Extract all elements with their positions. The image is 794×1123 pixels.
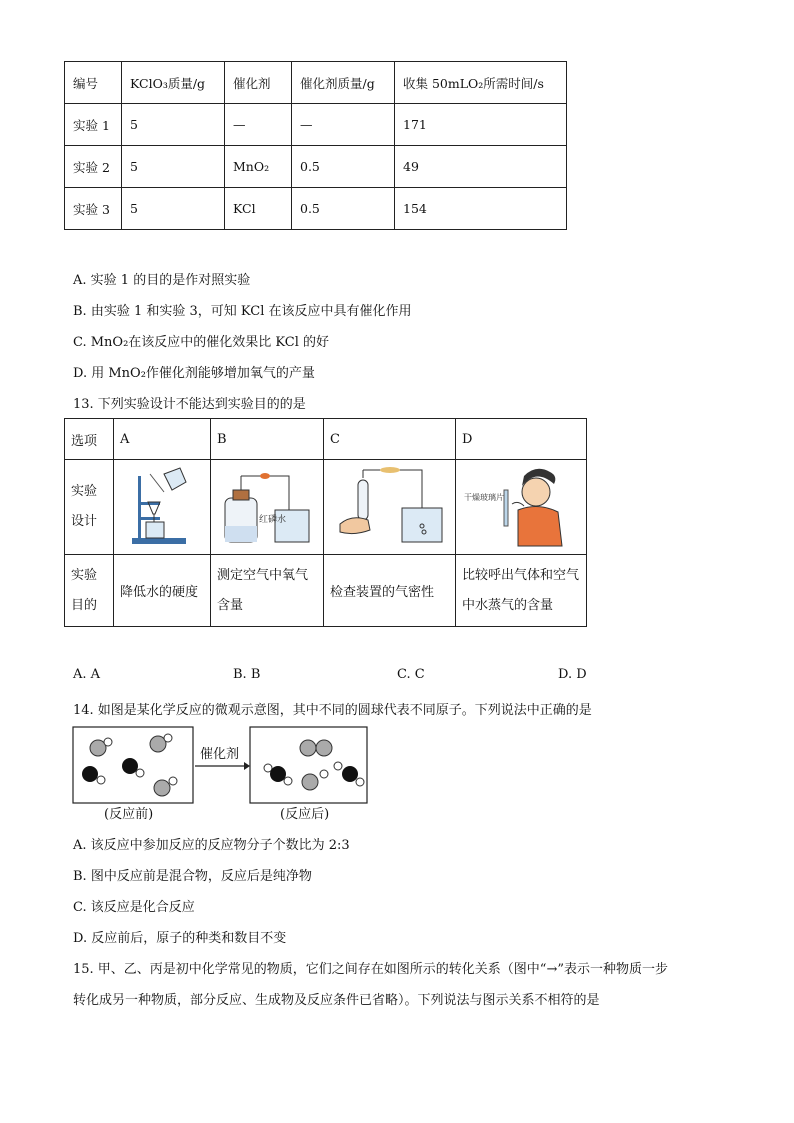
reaction-diagram (72, 726, 372, 826)
experiment-design-table (64, 418, 587, 627)
q12-option-c: C. MnO₂在该反应中的催化效果比 KCl 的好 (73, 335, 330, 350)
q13-answer-b: B. B (233, 667, 261, 682)
figure-a-filtration (114, 460, 211, 555)
purpose-cell: 检查装置的气密性 (324, 555, 456, 627)
airtightness-check-icon (330, 462, 449, 548)
table-header-cell: 催化剂 (225, 62, 292, 104)
q14-option-b: B. 图中反应前是混合物，反应后是纯净物 (73, 869, 312, 884)
figure-c-airtightness (324, 460, 456, 555)
purpose-cell: 测定空气中氧气含量 (211, 555, 324, 627)
purpose-cell: 比较呼出气体和空气中水蒸气的含量 (456, 555, 587, 627)
column-header: B (211, 419, 324, 460)
table-header-row (65, 62, 567, 104)
table-cell: 171 (395, 104, 567, 146)
q14-option-a: A. 该反应中参加反应的反应物分子个数比为 2:3 (73, 838, 350, 853)
after-label: (反应后) (280, 807, 330, 822)
figure-b-label: 红磷水 (259, 515, 287, 525)
row-label: 选项 (65, 419, 114, 460)
q12-option-b: B. 由实验 1 和实验 3，可知 KCl 在该反应中具有催化作用 (73, 304, 412, 319)
figure-d-breath-glass (456, 460, 587, 555)
figure-d-label: 干燥玻璃片 (464, 493, 504, 502)
column-header: D (456, 419, 587, 460)
table-cell: 0.5 (292, 146, 395, 188)
purpose-cell: 降低水的硬度 (114, 555, 211, 627)
q13-answer-d: D. D (558, 667, 587, 682)
table-row (65, 188, 567, 230)
row-label: 实验目的 (65, 555, 114, 627)
q12-option-a: A. 实验 1 的目的是作对照实验 (73, 273, 251, 288)
table-cell: — (292, 104, 395, 146)
q14-option-d: D. 反应前后，原子的种类和数目不变 (73, 931, 287, 946)
table-cell: MnO₂ (225, 146, 292, 188)
table-cell: 0.5 (292, 188, 395, 230)
table-cell: — (225, 104, 292, 146)
q13-answer-c: C. C (397, 667, 425, 682)
table-cell: 5 (122, 188, 225, 230)
q13-stem: 13. 下列实验设计不能达到实验目的的是 (73, 397, 306, 412)
filtration-apparatus-icon (120, 462, 204, 548)
figure-b-red-phosphorus (211, 460, 324, 555)
table-cell: 实验 2 (65, 146, 122, 188)
table-header-cell: KClO₃质量/g (122, 62, 225, 104)
catalyst-data-table (64, 61, 567, 230)
oxygen-measurement-icon (217, 462, 317, 548)
table-cell: 154 (395, 188, 567, 230)
table-cell: 49 (395, 146, 567, 188)
q13-answer-a: A. A (73, 667, 101, 682)
catalyst-label: 催化剂 (200, 747, 240, 762)
table-cell: KCl (225, 188, 292, 230)
table-cell: 5 (122, 146, 225, 188)
row-label: 实验设计 (65, 460, 114, 555)
table-header-cell: 催化剂质量/g (292, 62, 395, 104)
table-row (65, 146, 567, 188)
q14-option-c: C. 该反应是化合反应 (73, 900, 195, 915)
table-cell: 实验 3 (65, 188, 122, 230)
table-header-cell: 收集 50mLO₂所需时间/s (395, 62, 567, 104)
q14-stem: 14. 如图是某化学反应的微观示意图，其中不同的圆球代表不同原子。下列说法中正确的是 (73, 703, 592, 718)
table-row (65, 104, 567, 146)
breath-test-icon (462, 462, 580, 548)
table-cell: 5 (122, 104, 225, 146)
table-header-cell: 编号 (65, 62, 122, 104)
q15-stem-line2: 转化成另一种物质，部分反应、生成物及反应条件已省略）。下列说法与图示关系不相符的是 (73, 993, 600, 1008)
table-cell: 实验 1 (65, 104, 122, 146)
q15-stem-line1: 15. 甲、乙、丙是初中化学常见的物质，它们之间存在如图所示的转化关系（图中“→”表示一种物质一步 (73, 962, 668, 977)
q12-option-d: D. 用 MnO₂作催化剂能够增加氧气的产量 (73, 366, 315, 381)
column-header: C (324, 419, 456, 460)
column-header: A (114, 419, 211, 460)
before-label: (反应前) (104, 807, 154, 822)
